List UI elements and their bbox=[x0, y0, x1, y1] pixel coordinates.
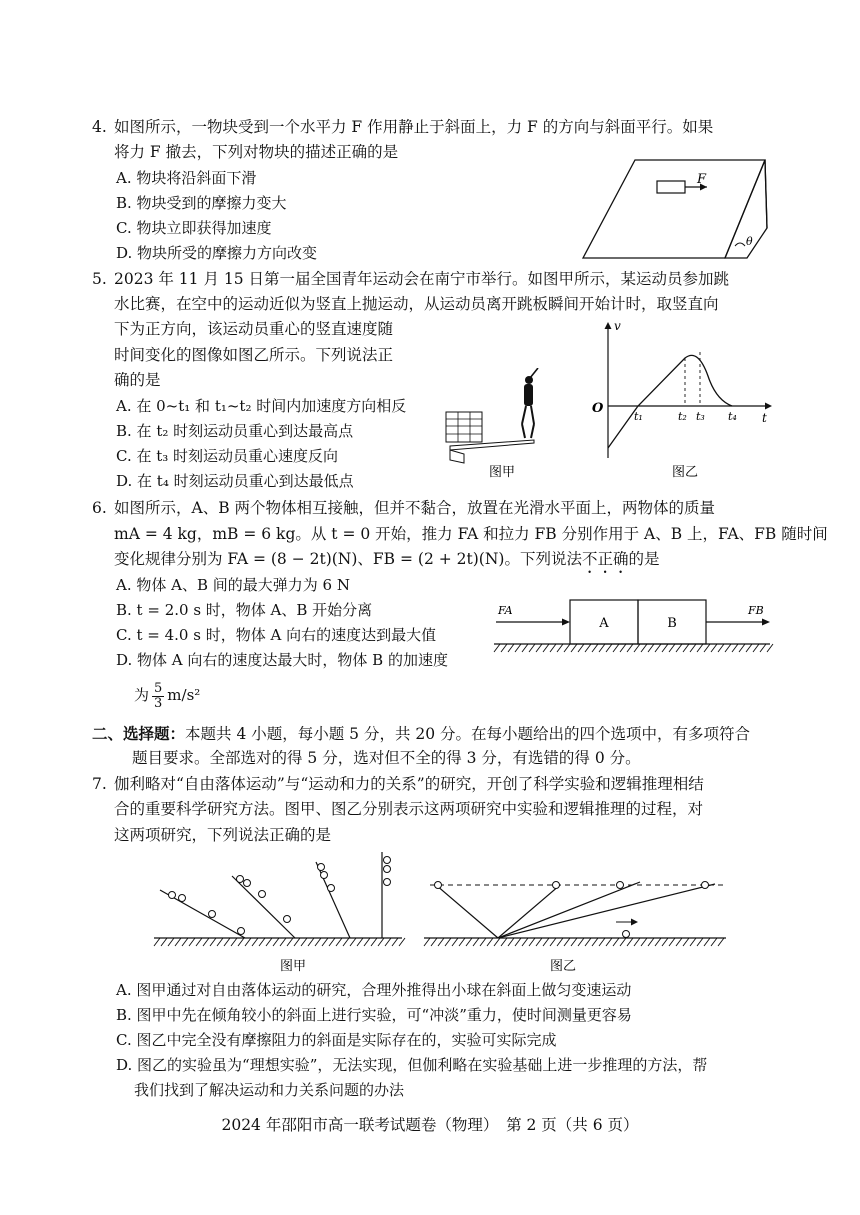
q7-stem-line3: 这两项研究，下列说法正确的是 bbox=[114, 826, 332, 844]
q6-stem-line3-part1: 变化规律分别为 FA = (8 − 2t)(N)、FB = (2 + 2t)(N)。下列说法 bbox=[114, 550, 582, 568]
q5-stem-line3: 下为正方向，该运动员重心的竖直速度随 bbox=[114, 320, 394, 338]
q7-option-b: B. 图甲中先在倾角较小的斜面上进行实验，可“冲淡”重力，使时间测量更容易 bbox=[116, 1006, 632, 1024]
q5-fig2-caption: 图乙 bbox=[671, 465, 699, 480]
q6-option-d-tail bbox=[134, 676, 200, 714]
q6-fraction-numerator: 5 bbox=[154, 680, 163, 696]
section2-line2: 题目要求。全部选对的得 5 分，选对但不全的得 3 分，有选错的得 0 分。 bbox=[132, 749, 641, 767]
q7-fig2-ideal-experiment bbox=[420, 850, 730, 975]
q7-fig2-caption: 图乙 bbox=[549, 959, 577, 974]
q6-stem-line1: 如图所示，A、B 两个物体相互接触，但并不黏合，放置在光滑水平面上，两物体的质量 bbox=[114, 499, 716, 517]
q6-fraction-denominator: 3 bbox=[154, 695, 163, 711]
q6-option-c: C. t = 4.0 s 时，物体 A 向右的速度达到最大值 bbox=[116, 626, 437, 644]
q5-diver-figure bbox=[442, 368, 562, 483]
q5-tick-t2: t₂ bbox=[678, 410, 687, 423]
page-footer: 2024 年邵阳市高一联考试题卷（物理） 第 2 页（共 6 页） bbox=[221, 1116, 639, 1134]
q4-option-c: C. 物块立即获得加速度 bbox=[116, 219, 272, 237]
q6-option-d-pre: 为 bbox=[134, 686, 150, 704]
q6-emphasis-not-correct: 不正确 bbox=[581, 550, 629, 568]
q6-block-a: A bbox=[599, 616, 609, 631]
q7-option-d: D. 图乙的实验虽为“理想实验”，无法实现，但伽利略在实验基础上进一步推理的方法，帮 bbox=[116, 1056, 708, 1074]
q6-option-d: D. 物体 A 向右的速度达最大时，物体 B 的加速度 bbox=[116, 651, 448, 669]
q5-tick-t4: t₄ bbox=[728, 410, 737, 423]
section2-title: 二、选择题： bbox=[92, 724, 186, 743]
q4-angle-label: θ bbox=[746, 235, 753, 248]
q6-stem-line2: mA = 4 kg，mB = 6 kg。从 t = 0 开始，推力 FA 和拉力 FB 分别作用于 A、B 上，FA、FB 随时间 bbox=[114, 525, 828, 543]
q4-option-a: A. 物块将沿斜面下滑 bbox=[116, 169, 257, 187]
q6-force-fa: FA bbox=[498, 604, 513, 617]
q6-option-d-unit: m/s² bbox=[167, 686, 201, 704]
q7-option-c: C. 图乙中完全没有摩擦阻力的斜面是实际存在的，实验可实际完成 bbox=[116, 1031, 557, 1049]
q5-axis-v: v bbox=[614, 319, 621, 333]
q5-option-a: A. 在 0~t₁ 和 t₁~t₂ 时间内加速度方向相反 bbox=[116, 397, 407, 415]
q5-stem-line5: 确的是 bbox=[114, 371, 161, 389]
q7-number: 7. bbox=[92, 775, 107, 793]
q7-stem-line2: 合的重要科学研究方法。图甲、图乙分别表示这两项研究中实验和逻辑推理的过程，对 bbox=[114, 800, 704, 818]
q6-option-a: A. 物体 A、B 间的最大弹力为 6 N bbox=[116, 576, 350, 594]
q6-option-b: B. t = 2.0 s 时，物体 A、B 开始分离 bbox=[116, 601, 373, 619]
q7-stem-line1: 伽利略对“自由落体运动”与“运动和力的关系”的研究，开创了科学实验和逻辑推理相结 bbox=[114, 775, 704, 793]
q4-force-label: F bbox=[697, 172, 707, 187]
q4-stem-line2: 将力 F 撤去，下列对物块的描述正确的是 bbox=[114, 143, 399, 161]
q5-stem-line4: 时间变化的图像如图乙所示。下列说法正 bbox=[114, 346, 394, 364]
q7-option-d-line2: 我们找到了解决运动和力关系问题的办法 bbox=[134, 1081, 405, 1099]
q4-option-d: D. 物块所受的摩擦力方向改变 bbox=[116, 244, 318, 262]
q4-number: 4. bbox=[92, 118, 107, 136]
q5-axis-t: t bbox=[762, 411, 767, 425]
q5-stem-line2: 水比赛，在空中的运动近似为竖直上抛运动，从运动员离开跳板瞬间开始计时，取竖直向 bbox=[114, 295, 719, 313]
q7-fig1-inclines bbox=[150, 850, 410, 975]
q6-stem-line3-part3: 的是 bbox=[628, 550, 660, 568]
section2-line1: 本题共 4 小题，每小题 5 分，共 20 分。在每小题给出的四个选项中，有多项符合 bbox=[185, 725, 751, 743]
q5-tick-t1: t₁ bbox=[634, 410, 643, 423]
q5-origin: O bbox=[592, 401, 604, 416]
q5-option-b: B. 在 t₂ 时刻运动员重心到达最高点 bbox=[116, 422, 354, 440]
q6-number: 6. bbox=[92, 499, 107, 517]
q6-blocks-figure bbox=[492, 592, 774, 662]
q4-stem-line1: 如图所示，一物块受到一个水平力 F 作用静止于斜面上，力 F 的方向与斜面平行。如果 bbox=[114, 118, 714, 136]
q4-incline-figure bbox=[575, 150, 775, 265]
q5-option-d: D. 在 t₄ 时刻运动员重心到达最低点 bbox=[116, 472, 354, 490]
q7-fig1-caption: 图甲 bbox=[279, 959, 307, 974]
q5-stem-line1: 2023 年 11 月 15 日第一届全国青年运动会在南宁市举行。如图甲所示，某运动员参加跳 bbox=[114, 270, 730, 288]
q5-number: 5. bbox=[92, 270, 107, 288]
q6-fraction bbox=[152, 682, 164, 711]
q6-block-b: B bbox=[667, 616, 677, 631]
q6-force-fb: FB bbox=[748, 604, 764, 617]
q5-tick-t3: t₃ bbox=[696, 410, 705, 423]
q4-option-b: B. 物块受到的摩擦力变大 bbox=[116, 194, 287, 212]
section2-header bbox=[92, 721, 750, 747]
q5-vt-graph bbox=[590, 318, 780, 483]
q5-option-c: C. 在 t₃ 时刻运动员重心速度反向 bbox=[116, 447, 339, 465]
q7-option-a: A. 图甲通过对自由落体运动的研究，合理外推得出小球在斜面上做匀变速运动 bbox=[116, 981, 632, 999]
q5-fig1-caption: 图甲 bbox=[488, 465, 516, 480]
